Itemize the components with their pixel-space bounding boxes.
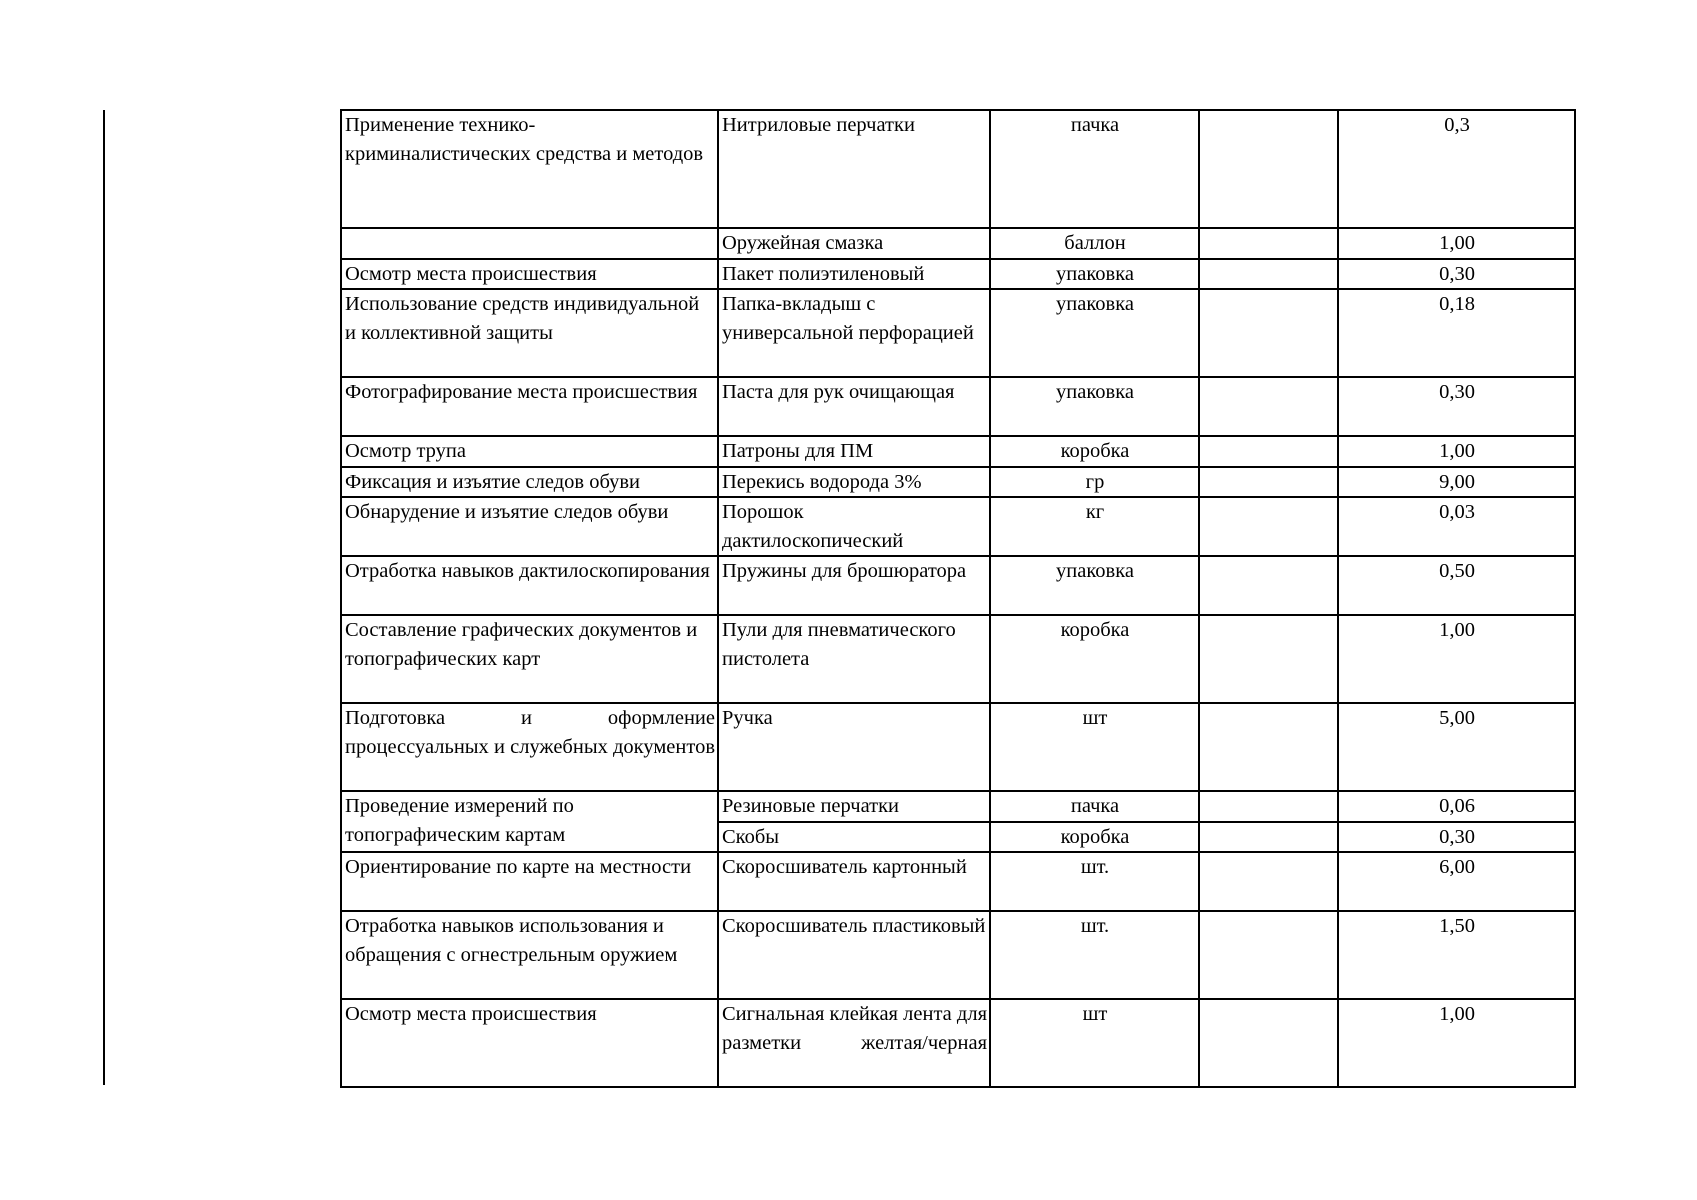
extra-cell xyxy=(1199,228,1338,259)
item-cell: Паста для рук очищающая xyxy=(718,377,990,436)
extra-cell xyxy=(1199,259,1338,290)
unit-cell: шт. xyxy=(990,852,1199,911)
item-cell: Сигнальная клейкая лента для разметки желтая/черная xyxy=(718,999,990,1087)
activity-cell: Осмотр трупа xyxy=(341,436,718,467)
extra-cell xyxy=(1199,289,1338,377)
table-row xyxy=(341,791,1575,822)
activity-cell: Ориентирование по карте на местности xyxy=(341,852,718,911)
qty-cell: 0,30 xyxy=(1338,259,1575,290)
qty-cell: 1,00 xyxy=(1338,615,1575,703)
item-cell: Порошок дактилоскопический xyxy=(718,497,990,556)
qty-cell: 0,30 xyxy=(1338,377,1575,436)
item-cell: Ручка xyxy=(718,703,990,791)
extra-cell xyxy=(1199,497,1338,556)
table-row xyxy=(341,852,1575,911)
table-row xyxy=(341,615,1575,703)
table-row xyxy=(341,377,1575,436)
unit-cell: пачка xyxy=(990,791,1199,822)
qty-cell: 1,50 xyxy=(1338,911,1575,999)
unit-cell: шт xyxy=(990,999,1199,1087)
unit-cell: баллон xyxy=(990,228,1199,259)
activity-cell: Обнарудение и изъятие следов обуви xyxy=(341,497,718,556)
activity-cell: Фиксация и изъятие следов обуви xyxy=(341,467,718,498)
activity-cell: Отработка навыков использования и обращения с огнестрельным оружием xyxy=(341,911,718,999)
table-row xyxy=(341,436,1575,467)
extra-cell xyxy=(1199,467,1338,498)
activity-cell: Использование средств индивидуальной и коллективной защиты xyxy=(341,289,718,377)
qty-cell: 6,00 xyxy=(1338,852,1575,911)
extra-cell xyxy=(1199,822,1338,853)
unit-cell: гр xyxy=(990,467,1199,498)
activity-cell xyxy=(341,228,718,259)
table-row xyxy=(341,556,1575,615)
unit-cell: шт. xyxy=(990,911,1199,999)
item-cell: Патроны для ПМ xyxy=(718,436,990,467)
table-row xyxy=(341,703,1575,791)
activity-cell: Осмотр места происшествия xyxy=(341,259,718,290)
unit-cell: коробка xyxy=(990,615,1199,703)
item-cell: Перекись водорода 3% xyxy=(718,467,990,498)
qty-cell: 0,03 xyxy=(1338,497,1575,556)
item-cell: Резиновые перчатки xyxy=(718,791,990,822)
table-row xyxy=(341,911,1575,999)
activity-cell: Применение технико-криминалистических средства и методов xyxy=(341,110,718,228)
unit-cell: упаковка xyxy=(990,556,1199,615)
qty-cell: 5,00 xyxy=(1338,703,1575,791)
qty-cell: 1,00 xyxy=(1338,999,1575,1087)
unit-cell: кг xyxy=(990,497,1199,556)
item-cell: Пули для пневматического пистолета xyxy=(718,615,990,703)
extra-cell xyxy=(1199,791,1338,822)
item-cell: Скоросшиватель пластиковый xyxy=(718,911,990,999)
activity-cell: Осмотр места происшествия xyxy=(341,999,718,1087)
item-cell: Нитриловые перчатки xyxy=(718,110,990,228)
extra-cell xyxy=(1199,999,1338,1087)
item-cell: Скобы xyxy=(718,822,990,853)
activity-cell: Отработка навыков дактилоскопирования xyxy=(341,556,718,615)
unit-cell: упаковка xyxy=(990,259,1199,290)
activity-cell: Фотографирование места происшествия xyxy=(341,377,718,436)
unit-cell: упаковка xyxy=(990,289,1199,377)
table-row xyxy=(341,110,1575,228)
unit-cell: коробка xyxy=(990,822,1199,853)
extra-cell xyxy=(1199,110,1338,228)
table-row xyxy=(341,259,1575,290)
unit-cell: пачка xyxy=(990,110,1199,228)
table-row xyxy=(341,497,1575,556)
extra-cell xyxy=(1199,377,1338,436)
unit-cell: коробка xyxy=(990,436,1199,467)
qty-cell: 9,00 xyxy=(1338,467,1575,498)
item-cell: Скоросшиватель картонный xyxy=(718,852,990,911)
item-cell: Папка-вкладыш с универсальной перфорацией xyxy=(718,289,990,377)
qty-cell: 1,00 xyxy=(1338,228,1575,259)
activity-cell: Подготовка и оформление процессуальных и служебных документов xyxy=(341,703,718,791)
qty-cell: 0,18 xyxy=(1338,289,1575,377)
extra-cell xyxy=(1199,703,1338,791)
unit-cell: упаковка xyxy=(990,377,1199,436)
extra-cell xyxy=(1199,436,1338,467)
table-row xyxy=(341,467,1575,498)
qty-cell: 0,3 xyxy=(1338,110,1575,228)
unit-cell: шт xyxy=(990,703,1199,791)
activity-cell: Проведение измерений по топографическим картам xyxy=(341,791,718,852)
extra-cell xyxy=(1199,615,1338,703)
activity-cell: Составление графических документов и топографических карт xyxy=(341,615,718,703)
table-row xyxy=(341,289,1575,377)
qty-cell: 1,00 xyxy=(1338,436,1575,467)
qty-cell: 0,06 xyxy=(1338,791,1575,822)
supplies-table xyxy=(340,109,1576,1088)
extra-cell xyxy=(1199,556,1338,615)
extra-cell xyxy=(1199,852,1338,911)
item-cell: Пакет полиэтиленовый xyxy=(718,259,990,290)
extra-cell xyxy=(1199,911,1338,999)
left-margin-line xyxy=(103,110,105,1085)
qty-cell: 0,50 xyxy=(1338,556,1575,615)
item-cell: Пружины для брошюратора xyxy=(718,556,990,615)
table-row xyxy=(341,228,1575,259)
item-cell: Оружейная смазка xyxy=(718,228,990,259)
table-row xyxy=(341,999,1575,1087)
qty-cell: 0,30 xyxy=(1338,822,1575,853)
